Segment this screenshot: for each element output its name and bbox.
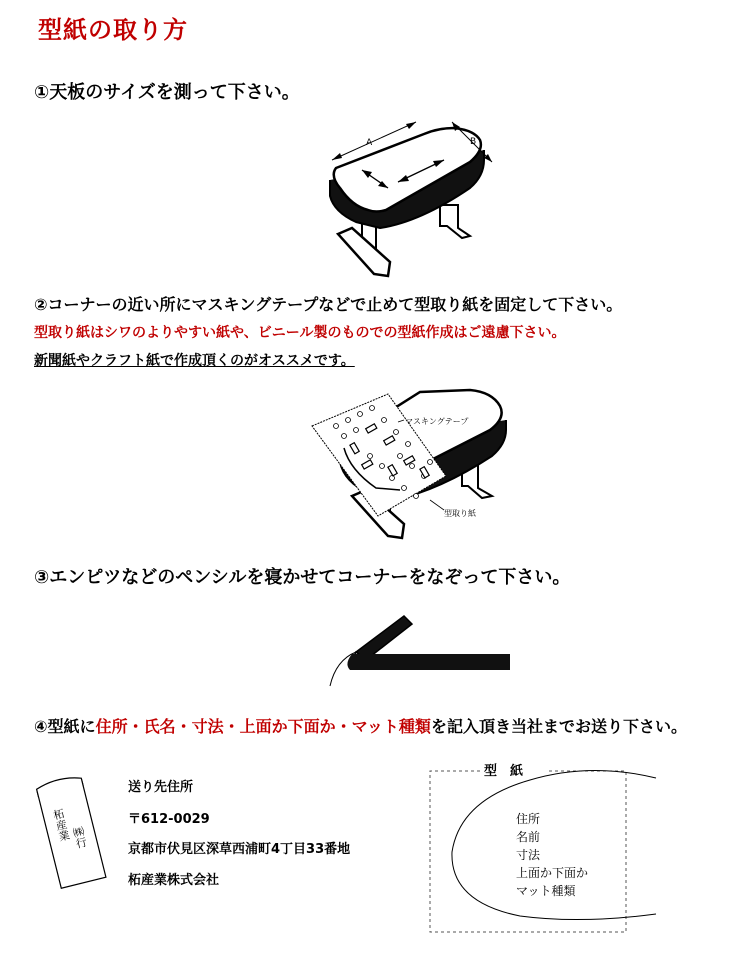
label-b: B: [470, 137, 477, 147]
label-template-paper: 型取り紙: [444, 509, 476, 518]
address-heading: 送り先住所: [128, 780, 194, 795]
page-title: 型紙の取り方: [38, 16, 188, 44]
form-field-name: 名前: [516, 830, 541, 844]
address-company: 柘産業株式会社: [128, 873, 220, 888]
step4-suffix: を記入頂き当社までお送り下さい。: [430, 717, 687, 736]
form-field-address: 住所: [516, 812, 541, 826]
label-a: A: [366, 138, 373, 148]
step3-heading: ③エンピツなどのペンシルを寝かせてコーナーをなぞって下さい。: [34, 567, 571, 588]
envelope-name-line1: 柘産業: [50, 807, 72, 843]
step4-items: 住所・氏名・寸法・上面か下面か・マット種類: [95, 717, 431, 736]
envelope-name-line2: ㈱行: [70, 825, 89, 850]
form-field-side: 上面か下面か: [516, 866, 589, 880]
address-street: 京都市伏見区深草西浦町4丁目33番地: [128, 842, 351, 857]
step2-warning: 型取り紙はシワのよりやすい紙や、ビニール製のものでの型紙作成はご遠慮下さい。: [34, 325, 566, 341]
label-masking-tape: マスキングテープ: [405, 417, 469, 426]
step4-prefix: ④型紙に: [34, 717, 96, 736]
step2-heading: ②コーナーの近い所にマスキングテープなどで止めて型取り紙を固定して下さい。: [34, 295, 623, 314]
form-field-mat-type: マット種類: [516, 884, 576, 898]
form-field-dimensions: 寸法: [516, 848, 541, 862]
step1-heading: ①天板のサイズを測って下さい。: [34, 82, 300, 103]
address-postal: 〒612-0029: [128, 812, 210, 827]
form-title: 型 紙: [484, 764, 524, 779]
step2-tip: 新聞紙やクラフト紙で作成頂くのがオススメです。: [34, 353, 355, 369]
